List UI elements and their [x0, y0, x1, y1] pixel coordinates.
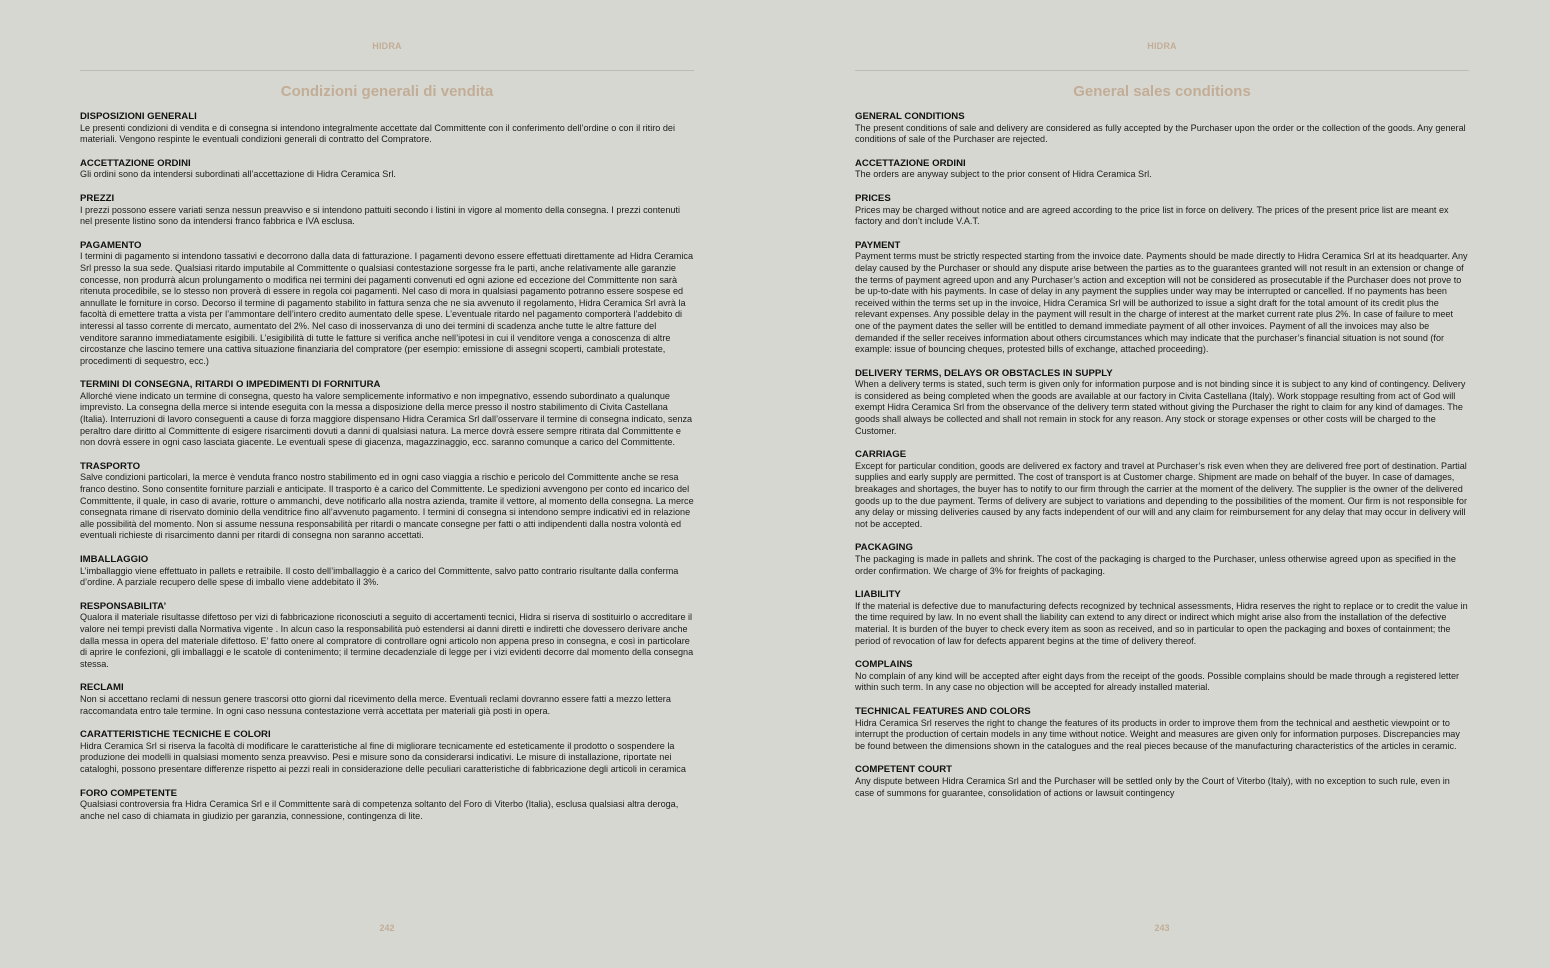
section-body: Gli ordini sono da intendersi subordinati all’accettazione di Hidra Ceramica Srl.	[80, 169, 396, 180]
section-body: The present conditions of sale and delivery are considered as fully accepted by the Purchaser upon the order or the collection of the goods. Any general conditions of sale of the Purchaser are rejected.	[855, 122, 1466, 145]
section-heading: ACCETTAZIONE ORDINI	[855, 157, 966, 169]
section-carriage	[855, 449, 1469, 530]
section-liability	[855, 589, 1469, 647]
section-competent-court	[80, 788, 694, 823]
section-technical-features	[80, 729, 694, 775]
section-heading: CARATTERISTICHE TECNICHE E COLORI	[80, 729, 271, 741]
brand-header: HIDRA	[372, 41, 402, 51]
section-heading: PAYMENT	[855, 239, 901, 251]
section-heading: IMBALLAGGIO	[80, 554, 149, 565]
section-heading: PACKAGING	[855, 542, 913, 554]
section-body: Non si accettano reclami di nessun genere trascorsi otto giorni dal ricevimento della merce. Eventuali reclami dovranno essere fatti a mezzo lettera raccomandata entro tale termine. In ogni caso nessuna contestazione verrà accettata per materiali già posti in opera.	[80, 693, 671, 716]
page-title: Condizioni generali di vendita	[280, 83, 494, 100]
section-body: Le presenti condizioni di vendita e di consegna si intendono integralmente accettate dal Committente con il conferimento dell’ordine o con il ritiro dei materiali. Vengono respinte le eventuali condizioni generali di contratto del Compratore.	[80, 122, 675, 145]
section-heading: FORO COMPETENTE	[80, 787, 178, 799]
section-list	[80, 111, 694, 834]
section-body: Hidra Ceramica Srl si riserva la facoltà di modificare le caratteristiche al fine di migliorare tecnicamente ed esteticamente il prodotto o sospendere la produzione dei modelli in qualsiasi momento senza preavviso. Pesi e misure sono da considerarsi indicativi. Le misure di installazione, riportate nei cataloghi, possono presentare differenze rispetto ai pezzi reali in considerazione delle peculiari caratteristiche di fabbricazione degli articoli in ceramica	[80, 740, 686, 774]
section-body: I prezzi possono essere variati senza nessun preavviso e si intendono pattuiti secondo i listini in vigore al momento della consegna. I prezzi contenuti nel presente listino sono da intendersi franco fabbrica e IVA esclusa.	[80, 204, 681, 227]
brand-header: HIDRA	[1147, 41, 1177, 51]
section-body: If the material is defective due to manufacturing defects recognized by technical assessments, Hidra reserves the right to replace or to credit the value in the time required by law. In no event shall the liability can extend to any direct or indirect which might arise also from the installation of the defective material. It is burden of the buyer to check every item as soon as received, and so in particular to open the packaging and boxes of containment; the period of revocation of law for defects apparent begins at the time of delivery thereof.	[855, 600, 1468, 646]
section-order-acceptance	[855, 158, 1469, 181]
section-heading: DISPOSIZIONI GENERALI	[80, 111, 197, 122]
section-heading: ACCETTAZIONE ORDINI	[80, 157, 191, 169]
section-body: The orders are anyway subject to the prior consent of Hidra Ceramica Srl.	[855, 169, 1152, 180]
section-body: The packaging is made in pallets and shrink. The cost of the packaging is charged to the Purchaser, unless otherwise agreed upon as specified in the order confirmation. We charge of 3% for freights of packaging.	[855, 554, 1456, 576]
section-delivery-terms	[855, 368, 1469, 438]
section-heading: TECHNICAL FEATURES AND COLORS	[855, 705, 1031, 717]
section-body: Hidra Ceramica Srl reserves the right to change the features of its products in order to improve them from the technical and aesthetic viewpoint or to interrupt the production of certain models in any time without notice. Weight and measures are given only for information purposes. Discrepancies may be found between the dimensions shown in the catalogues and the real pieces because of the manufacturing characteristics of the articles in ceramic.	[855, 717, 1460, 751]
section-packaging	[80, 554, 694, 589]
page-number: 242	[379, 923, 395, 933]
section-body: Prices may be charged without notice and are agreed according to the price list in force on delivery. The prices of the present price list are meant ex factory and don’t include V.A.T.	[855, 204, 1449, 227]
section-payment	[80, 240, 694, 368]
section-body: Payment terms must be strictly respected starting from the invoice date. Payments should be made directly to Hidra Ceramica Srl at its headquarter. Any delay caused by the Purchaser or should any dispute arise between the parties as to the guarantees granted will not result in an extension or change of the terms of payment agreed upon and any Purchaser’s action and exception will not be considered as prosecutable if the Purchaser does not prove to be up-to-date with his payments. In case of delay in any payment the supplies under way may be interrupted or cancelled. If no payments has been received within the terms set up in the invoice, Hidra Ceramica Srl will be authorized to issue a sight draft for the total amount of its credit plus the relevant expenses. Any possible delay in the payment will result in the charge of interest at the market current rate plus 2%. In case of failure to meet one of the payment dates the seller will be entitled to demand immediate payment of all other invoices. Payment of all the invoices may also be demanded if the seller receives information about others circumstances which may indicate that the purchaser’s financial situation is not sound (for example: issue of bouncing cheques, protested bills of exchange, attached proceeding).	[855, 251, 1468, 355]
header-divider	[80, 70, 694, 71]
section-packaging	[855, 542, 1469, 577]
section-transport	[80, 461, 694, 542]
section-general-provisions	[80, 111, 694, 146]
section-heading: TRASPORTO	[80, 460, 141, 472]
section-payment	[855, 240, 1469, 356]
section-heading: PREZZI	[80, 192, 115, 204]
section-complaints	[80, 682, 694, 717]
section-body: Qualsiasi controversia fra Hidra Ceramica Srl e il Committente sarà di competenza soltanto del Foro di Viterbo (Italia), esclusa qualsiasi altra deroga, anche nel caso di chiamata in giudizio per garanzia, connessione, contingenza di lite.	[80, 799, 679, 821]
section-body: When a delivery terms is stated, such term is given only for information purpose and is not binding since it is subject to any kind of contingency. Delivery is considered as being completed when the goods are available at our factory in Civita Castellana (Italy). Work stoppage resulting from act of God will exempt Hidra Ceramica Srl from the observance of the delivery term stated without giving the Purchaser the right to claim for any kind of damages. The goods shall always be collected and shall not remain in stock for any reason. Any stock or storage expenses or other costs will be charged to the Customer.	[855, 379, 1466, 436]
section-heading: COMPLAINS	[855, 659, 913, 671]
section-body: L’imballaggio viene effettuato in pallets e retraibile. Il costo dell’imballaggio è a carico del Committente, salvo patto contrario risultante dalla conferma d’ordine. A parziale recupero delle spese di imballo viene addebitato il 3%.	[80, 565, 679, 588]
page-title: General sales conditions	[1073, 83, 1251, 100]
section-heading: PRICES	[855, 192, 891, 204]
section-order-acceptance	[80, 158, 694, 181]
section-prices	[855, 193, 1469, 228]
section-body: Allorché viene indicato un termine di consegna, questo ha valore semplicemente informativo e non impegnativo, essendo subordinato a qualunque imprevisto. La consegna della merce si intende eseguita con la messa a disposizione della merce presso il nostro stabilimento di Civita Castellana (Italia). Interruzioni di lavoro conseguenti a cause di forza maggiore dispensano Hidra Ceramica Srl dall’osservare il termine di consegna indicato, senza peraltro dare diritto al Committente di esigere risarcimenti dovuti a danni di qualsiasi natura. La merce dovrà essere sempre ritirata dal Committente e non dovrà essere in ogni caso lasciata giacente. Le eventuali spese di giacenza, magazzinaggio, ecc. saranno comunque a carico del Committente.	[80, 390, 693, 448]
section-heading: COMPETENT COURT	[855, 764, 953, 776]
section-list	[855, 111, 1469, 811]
section-body: Salve condizioni particolari, la merce è venduta franco nostro stabilimento ed in ogni caso viaggia a rischio e pericolo del Committente anche se resa franco destino. Sono consentite forniture parziali e anticipate. Il trasporto è a carico del Committente. Le spedizioni avvengono per conto ed incarico del Committente, il quale, in caso di avarie, rotture o ammanchi, deve notificarlo alla nostra azienda, tramite il vettore, al momento della consegna. La merce consegnata rimane di riservato dominio della venditrice fino all’avvenuto pagamento. I termini di consegna si intendono sempre indicativi ed in relazione alle possibilità del momento. Non si assume nessuna responsabilità per ritardi o mancate consegne per fatti o atti indipendenti dalla nostra volontà ed eventuali richieste di risarcimento danni per ritardi di consegna non saranno accettati.	[80, 472, 694, 541]
section-heading: RECLAMI	[80, 682, 124, 694]
right-page	[855, 0, 1469, 968]
section-body: Qualora il materiale risultasse difettoso per vizi di fabbricazione riconosciuti a seguito di accertamenti tecnici, Hidra si riserva di sostituirlo o accreditare il valore nei tempi previsti dalla Normativa vigente . In alcun caso la responsabilità può estendersi ai danni diretti e indiretti che dovessero derivare anche dalla messa in opera del materiale difettoso. E’ fatto onere al compratore di controllare ogni articolo non appena preso in consegna, e così in particolare di aprire le confezioni, gli imballaggi e le scatole di contenimento; il termine decadenziale di legge per i vizi evidenti decorre dal momento della consegna stessa.	[80, 612, 694, 669]
section-heading: RESPONSABILITA’	[80, 600, 167, 612]
left-page	[80, 0, 694, 968]
section-heading: LIABILITY	[855, 589, 901, 601]
section-prices	[80, 193, 694, 228]
section-technical-features	[855, 706, 1469, 752]
section-complains	[855, 659, 1469, 694]
page-number: 243	[1154, 923, 1170, 933]
section-liability	[80, 601, 694, 671]
section-general-conditions	[855, 111, 1469, 146]
section-body: Except for particular condition, goods are delivered ex factory and travel at Purchaser’s risk even when they are delivered free port of destination. Partial supplies and early supply are permitted. The cost of transport is at Customer charge. Shipment are made on behalf of the buyer. In case of damages, breakages and shortages, the buyer has to notify to our firm through the carrier at the moment of the delivery. The supplier is the owner of the delivered goods up to the due payment. Terms of delivery are subject to variations and depending to the possibilities of the moment. Our firm is not responsible for any delay or missing deliveries caused by any facts independent of our will and any claim for reimbursement for any delay that may occur in delivery will not be accepted.	[855, 460, 1467, 529]
section-heading: GENERAL CONDITIONS	[855, 111, 965, 122]
section-heading: TERMINI DI CONSEGNA, RITARDI O IMPEDIMENTI DI FORNITURA	[80, 379, 381, 391]
section-body: I termini di pagamento si intendono tassativi e decorrono dalla data di fatturazione. I pagamenti devono essere effettuati direttamente ad Hidra Ceramica Srl presso la sua sede. Qualsiasi ritardo imputabile al Committente o qualsiasi contestazione sorgesse fra le parti, anche relativamente alle garanzie concesse, non produrrà alcun prolungamento o modifica nei termini dei pagamenti convenuti ed ogni azione ed eccezione del Committente non sarà ritenuta procedibile, se lo stesso non proverà di essere in regola coi pagamenti. Nel caso di mora in qualsiasi pagamento potranno essere sospese ed annullate le forniture in corso. Decorso il termine di pagamento stabilito in fattura senza che ne sia avvenuto il regolamento, Hidra Ceramica Srl avrà la facoltà di emettere tratta a vista per l’ammontare dell’intero credito aumentato delle spese. L’eventuale ritardo nel pagamento comporterà l’addebito di interessi al tasso corrente di mercato, aumentato del 2%. Nel caso di inosservanza di uno dei termini di scadenza anche tutte le altre fatture del venditore saranno immediatamente esigibili. L’esigibilità di tutte le fatture si verifica anche nell’ipotesi in cui il venditore venga a conoscenza di altre circostanze che lascino temere una cattiva situazione finanziaria del compratore (per esempio: emissione di assegni scoperti, cambiali protestate, procedimenti di sequestro, ecc.)	[80, 251, 694, 366]
section-body: Any dispute between Hidra Ceramica Srl and the Purchaser will be settled only by the Court of Viterbo (Italy), with no exception to such rule, even in case of summons for guarantee, consolidation of actions or lawsuit contingency	[855, 775, 1450, 798]
section-heading: DELIVERY TERMS, DELAYS OR OBSTACLES IN SUPPLY	[855, 367, 1113, 379]
section-competent-court	[855, 764, 1469, 799]
header-divider	[855, 70, 1469, 71]
section-delivery-terms	[80, 379, 694, 449]
section-heading: CARRIAGE	[855, 449, 907, 461]
section-heading: PAGAMENTO	[80, 239, 142, 251]
section-body: No complain of any kind will be accepted after eight days from the receipt of the goods. Possible complains should be made through a registered letter within such term. In any case no objection will be accepted for already installed material.	[855, 670, 1460, 693]
